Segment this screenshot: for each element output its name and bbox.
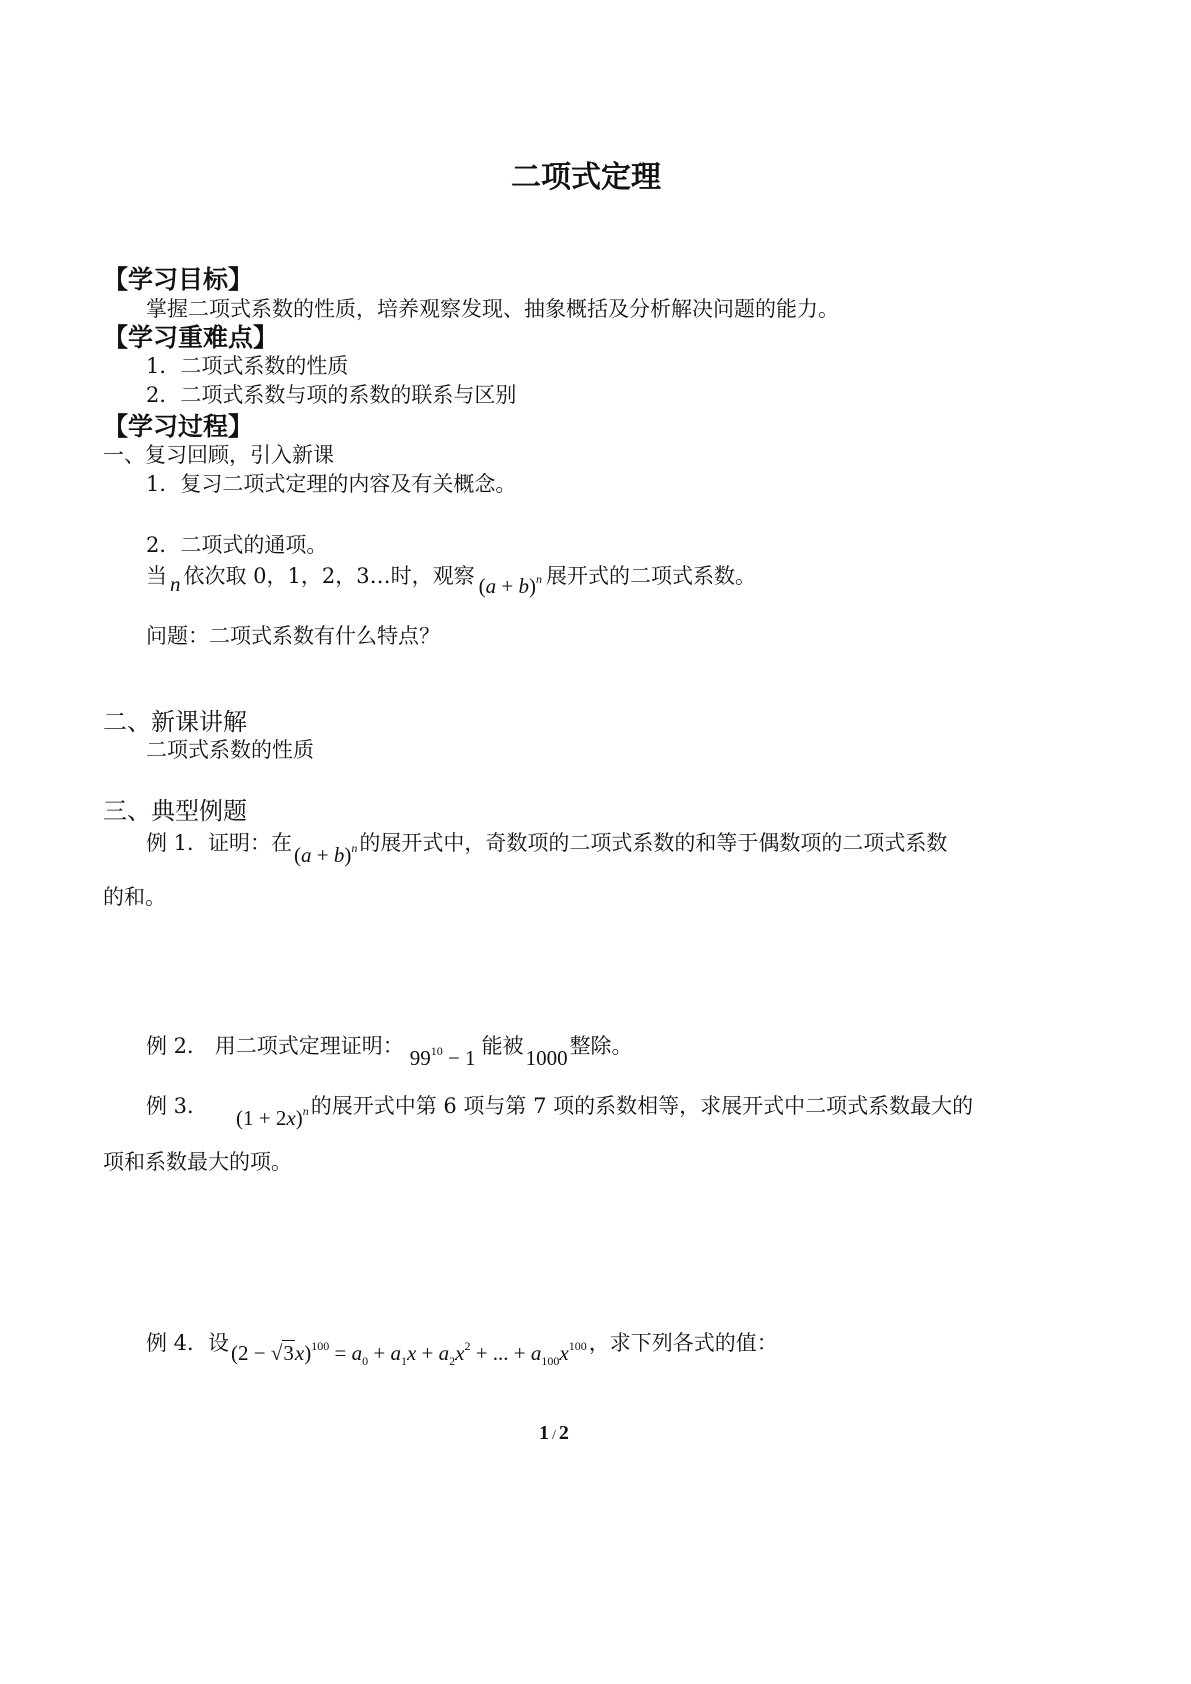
example-2-mid: 能被	[481, 1034, 524, 1058]
example-1-cont: 的和。	[103, 885, 166, 909]
example-4-line	[146, 1327, 778, 1368]
process-heading: 【学习过程】	[103, 412, 254, 441]
example-2-prefix: 例 2． 用二项式定理证明：	[146, 1034, 404, 1058]
formula-a-plus-b-n: $(a + b)^n$	[478, 572, 542, 598]
review-item: 2．二项式的通项。	[146, 533, 328, 557]
keypoints-heading: 【学习重难点】	[103, 323, 279, 352]
review-question: 问题：二项式系数有什么特点？	[146, 624, 440, 648]
formula-1-plus-2x-n: $(1 + 2x)^n$	[236, 1104, 309, 1130]
observe-mid: 依次取 0，1，2，3…时，观察	[183, 564, 475, 588]
total-pages: 2	[558, 1422, 569, 1444]
example-1-suffix: 的展开式中，奇数项的二项式系数的和等于偶数项的二项式系数	[359, 831, 948, 855]
review-heading: 一、复习回顾，引入新课	[103, 443, 334, 467]
example-2-line	[146, 1030, 633, 1070]
example-3-line	[146, 1090, 974, 1130]
formula-expansion: $(2 - √3x)^{100} = a_0 + a_1x + a_2x^2$ + ... + $a_{100}x^{100}$	[231, 1339, 587, 1368]
page-separator: /	[552, 1428, 556, 1443]
current-page: 1	[539, 1422, 549, 1444]
example-2-suffix: 整除。	[569, 1034, 633, 1058]
observe-line	[146, 560, 756, 598]
page-number	[539, 1422, 569, 1445]
new-lesson-text: 二项式系数的性质	[146, 738, 314, 762]
formula-99-10-minus-1: $99^{10} - 1$	[409, 1044, 476, 1070]
examples-heading: 三、典型例题	[103, 797, 247, 825]
example-4-suffix: ，求下列各式的值：	[588, 1331, 778, 1355]
new-lesson-heading: 二、新课讲解	[103, 708, 247, 736]
example-2-number: 1000	[525, 1046, 568, 1070]
observe-suffix: 展开式的二项式系数。	[545, 564, 756, 588]
example-1-line	[146, 827, 948, 867]
example-3-suffix: 的展开式中第 6 项与第 7 项的系数相等，求展开式中二项式系数最大的	[310, 1094, 974, 1118]
example-4-prefix: 例 4．设	[146, 1331, 230, 1355]
example-3-cont: 项和系数最大的项。	[103, 1150, 292, 1174]
example-3-prefix: 例 3．	[146, 1094, 209, 1118]
objectives-heading: 【学习目标】	[103, 265, 254, 294]
page-title: 二项式定理	[511, 160, 661, 195]
formula-a-plus-b-n: $(a + b)^n$	[294, 841, 358, 867]
review-item: 1．复习二项式定理的内容及有关概念。	[146, 472, 517, 496]
keypoint-item: 1．二项式系数的性质	[146, 354, 349, 378]
variable-n: n	[170, 572, 181, 596]
example-1-prefix: 例 1．证明：在	[146, 831, 293, 855]
objectives-text: 掌握二项式系数的性质，培养观察发现、抽象概括及分析解决问题的能力。	[146, 297, 839, 321]
keypoint-item: 2．二项式系数与项的系数的联系与区别	[146, 383, 517, 407]
observe-prefix: 当	[146, 564, 167, 588]
